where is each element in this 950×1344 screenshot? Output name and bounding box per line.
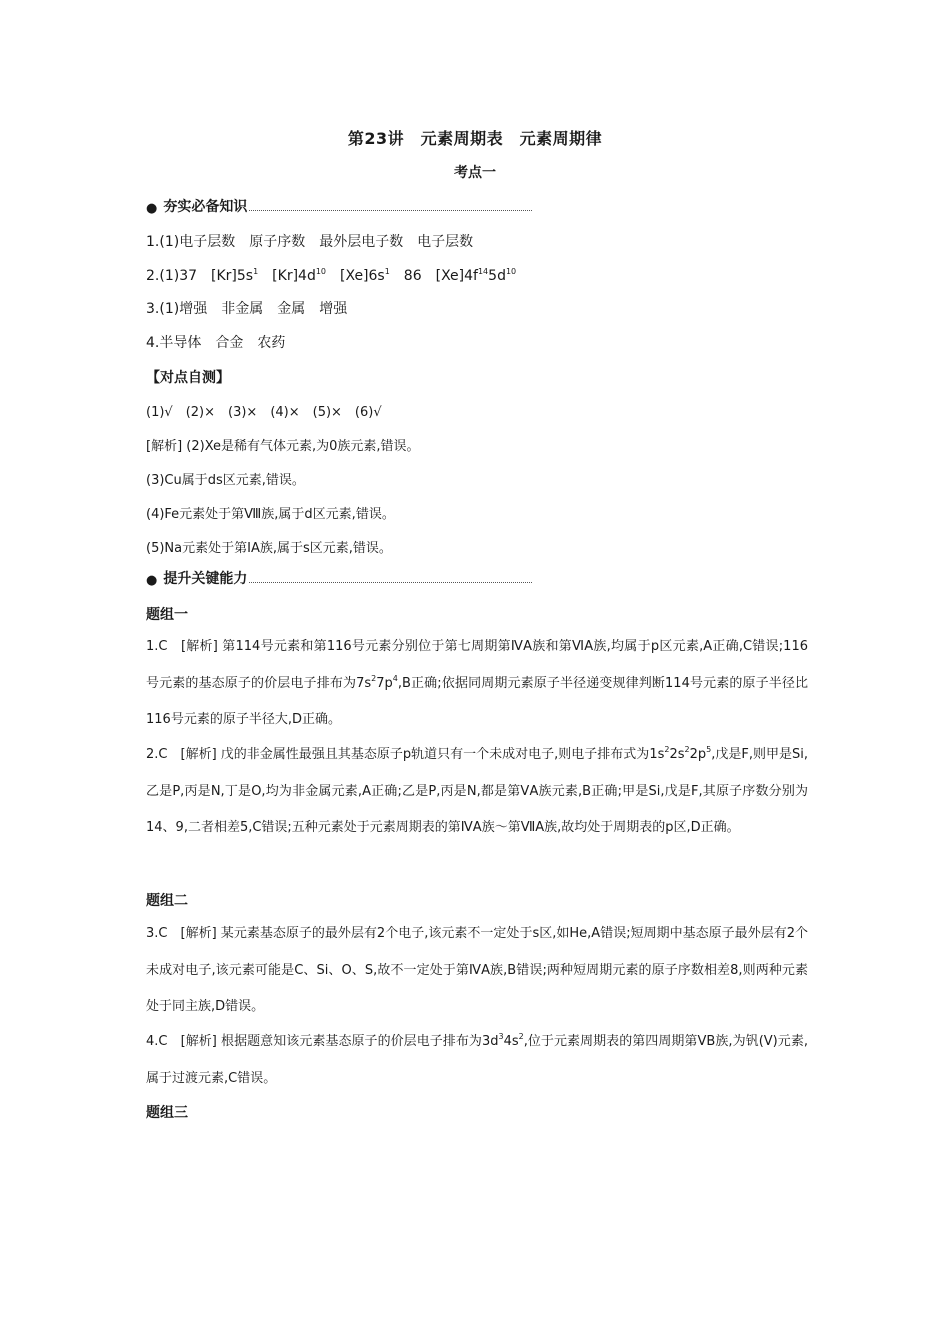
question-4-explanation: [146, 1024, 808, 1097]
section-title: 提升关键能力: [163, 571, 248, 587]
question-3-explanation: 3.C [解析] 某元素基态原子的最外层有2个电子,该元素不一定处于s区,如He,A错误;短周期中基态原子最外层有2个未成对电子,该元素可能是C、Si、O、S,故不一定处于第ⅣA族,B错误;两种短周期元素的原子序数相差8,则两种元素处于同主族,D错误。: [146, 926, 808, 1014]
page-title: 第23讲 元素周期表 元素周期律: [347, 129, 603, 148]
bullet-icon: ●: [146, 201, 158, 216]
self-test-explanation-2: [解析] (2)Xe是稀有气体元素,为0族元素,错误。: [146, 439, 420, 454]
explanation-text: ,戊是F,则甲是Si,乙是P,丙是N,丁是O,均为非金属元素,A正确;乙是P,丙是N,都是第ⅤA族元素,B正确;甲是Si,戊是F,其原子序数分别为14、9,二者相差5,C错误;五种元素处于元素周期表的第ⅣA族～第ⅦA族,故均处于周期表的p区,D正确。: [146, 747, 808, 835]
explanation-text: 4s: [503, 1034, 519, 1049]
question-1-explanation: [146, 629, 808, 739]
dotted-rule: [249, 210, 532, 211]
superscript: 3: [498, 1032, 504, 1041]
bullet-icon: ●: [146, 573, 158, 588]
explanation-text: 2s: [669, 747, 685, 762]
answer-text: 86 [Xe]4f: [389, 268, 478, 284]
answer-line-3: 3.(1)增强 非金属 金属 增强: [146, 301, 348, 317]
section-heading-basic-knowledge: [146, 196, 532, 216]
explanation-text: 7p: [376, 675, 393, 691]
superscript: 1: [384, 267, 390, 276]
superscript: 2: [371, 673, 377, 683]
answer-text: [Kr]4d: [258, 268, 316, 284]
explanation-text: 2.C [解析] 戊的非金属性最强且其基态原子p轨道只有一个未成对电子,则电子排布式为1s: [146, 747, 665, 762]
group-heading-3: 题组三: [146, 1105, 188, 1121]
group-heading-2: 题组二: [146, 893, 188, 909]
superscript: 10: [315, 267, 327, 276]
dotted-rule: [249, 582, 532, 583]
superscript: 2: [664, 745, 670, 754]
superscript: 5: [706, 745, 712, 754]
answer-text: [Xe]6s: [326, 268, 385, 284]
self-test-explanation-4: (4)Fe元素处于第Ⅷ族,属于d区元素,错误。: [146, 507, 395, 522]
section-title: 夯实必备知识: [163, 199, 248, 215]
self-test-explanation-5: (5)Na元素处于第ⅠA族,属于s区元素,错误。: [146, 541, 392, 556]
answer-line-1: 1.(1)电子层数 原子序数 最外层电子数 电子层数: [146, 234, 474, 250]
explanation-text: ,位于元素周期表的第四周期第ⅤB族,为钒(V)元素,属于过渡元素,C错误。: [146, 1034, 808, 1086]
answer-line-2: [146, 265, 516, 285]
page-subtitle: 考点一: [454, 165, 496, 181]
explanation-text: 2p: [689, 747, 707, 762]
answer-line-4: 4.半导体 合金 农药: [146, 335, 286, 351]
section-heading-key-ability: [146, 568, 532, 588]
self-test-answers: (1)√ (2)× (3)× (4)× (5)× (6)√: [146, 405, 382, 420]
explanation-text: ,B正确;依据同周期元素原子半径递变规律判断114号元素的原子半径比116号元素的原子半径大,D正确。: [146, 675, 809, 727]
superscript: 1: [253, 267, 259, 276]
answer-text: 5d: [488, 268, 506, 284]
superscript: 2: [518, 1032, 524, 1041]
superscript: 14: [477, 267, 489, 276]
superscript: 2: [684, 745, 690, 754]
superscript: 4: [392, 673, 398, 683]
answer-text: 2.(1)37 [Kr]5s: [146, 268, 254, 284]
superscript: 10: [505, 267, 517, 276]
explanation-text: 4.C [解析] 根据题意知该元素基态原子的价层电子排布为3d: [146, 1034, 499, 1049]
question-2-explanation: [146, 737, 808, 847]
self-test-heading: 【对点自测】: [146, 370, 230, 386]
group-heading-1: 题组一: [146, 607, 188, 623]
self-test-explanation-3: (3)Cu属于ds区元素,错误。: [146, 473, 305, 488]
explanation-text: 1.C [解析] 第114号元素和第116号元素分别位于第七周期第ⅣA族和第ⅥA族,均属于p区元素,A正确,C错误;116号元素的基态原子的价层电子排布为7s: [146, 639, 809, 691]
